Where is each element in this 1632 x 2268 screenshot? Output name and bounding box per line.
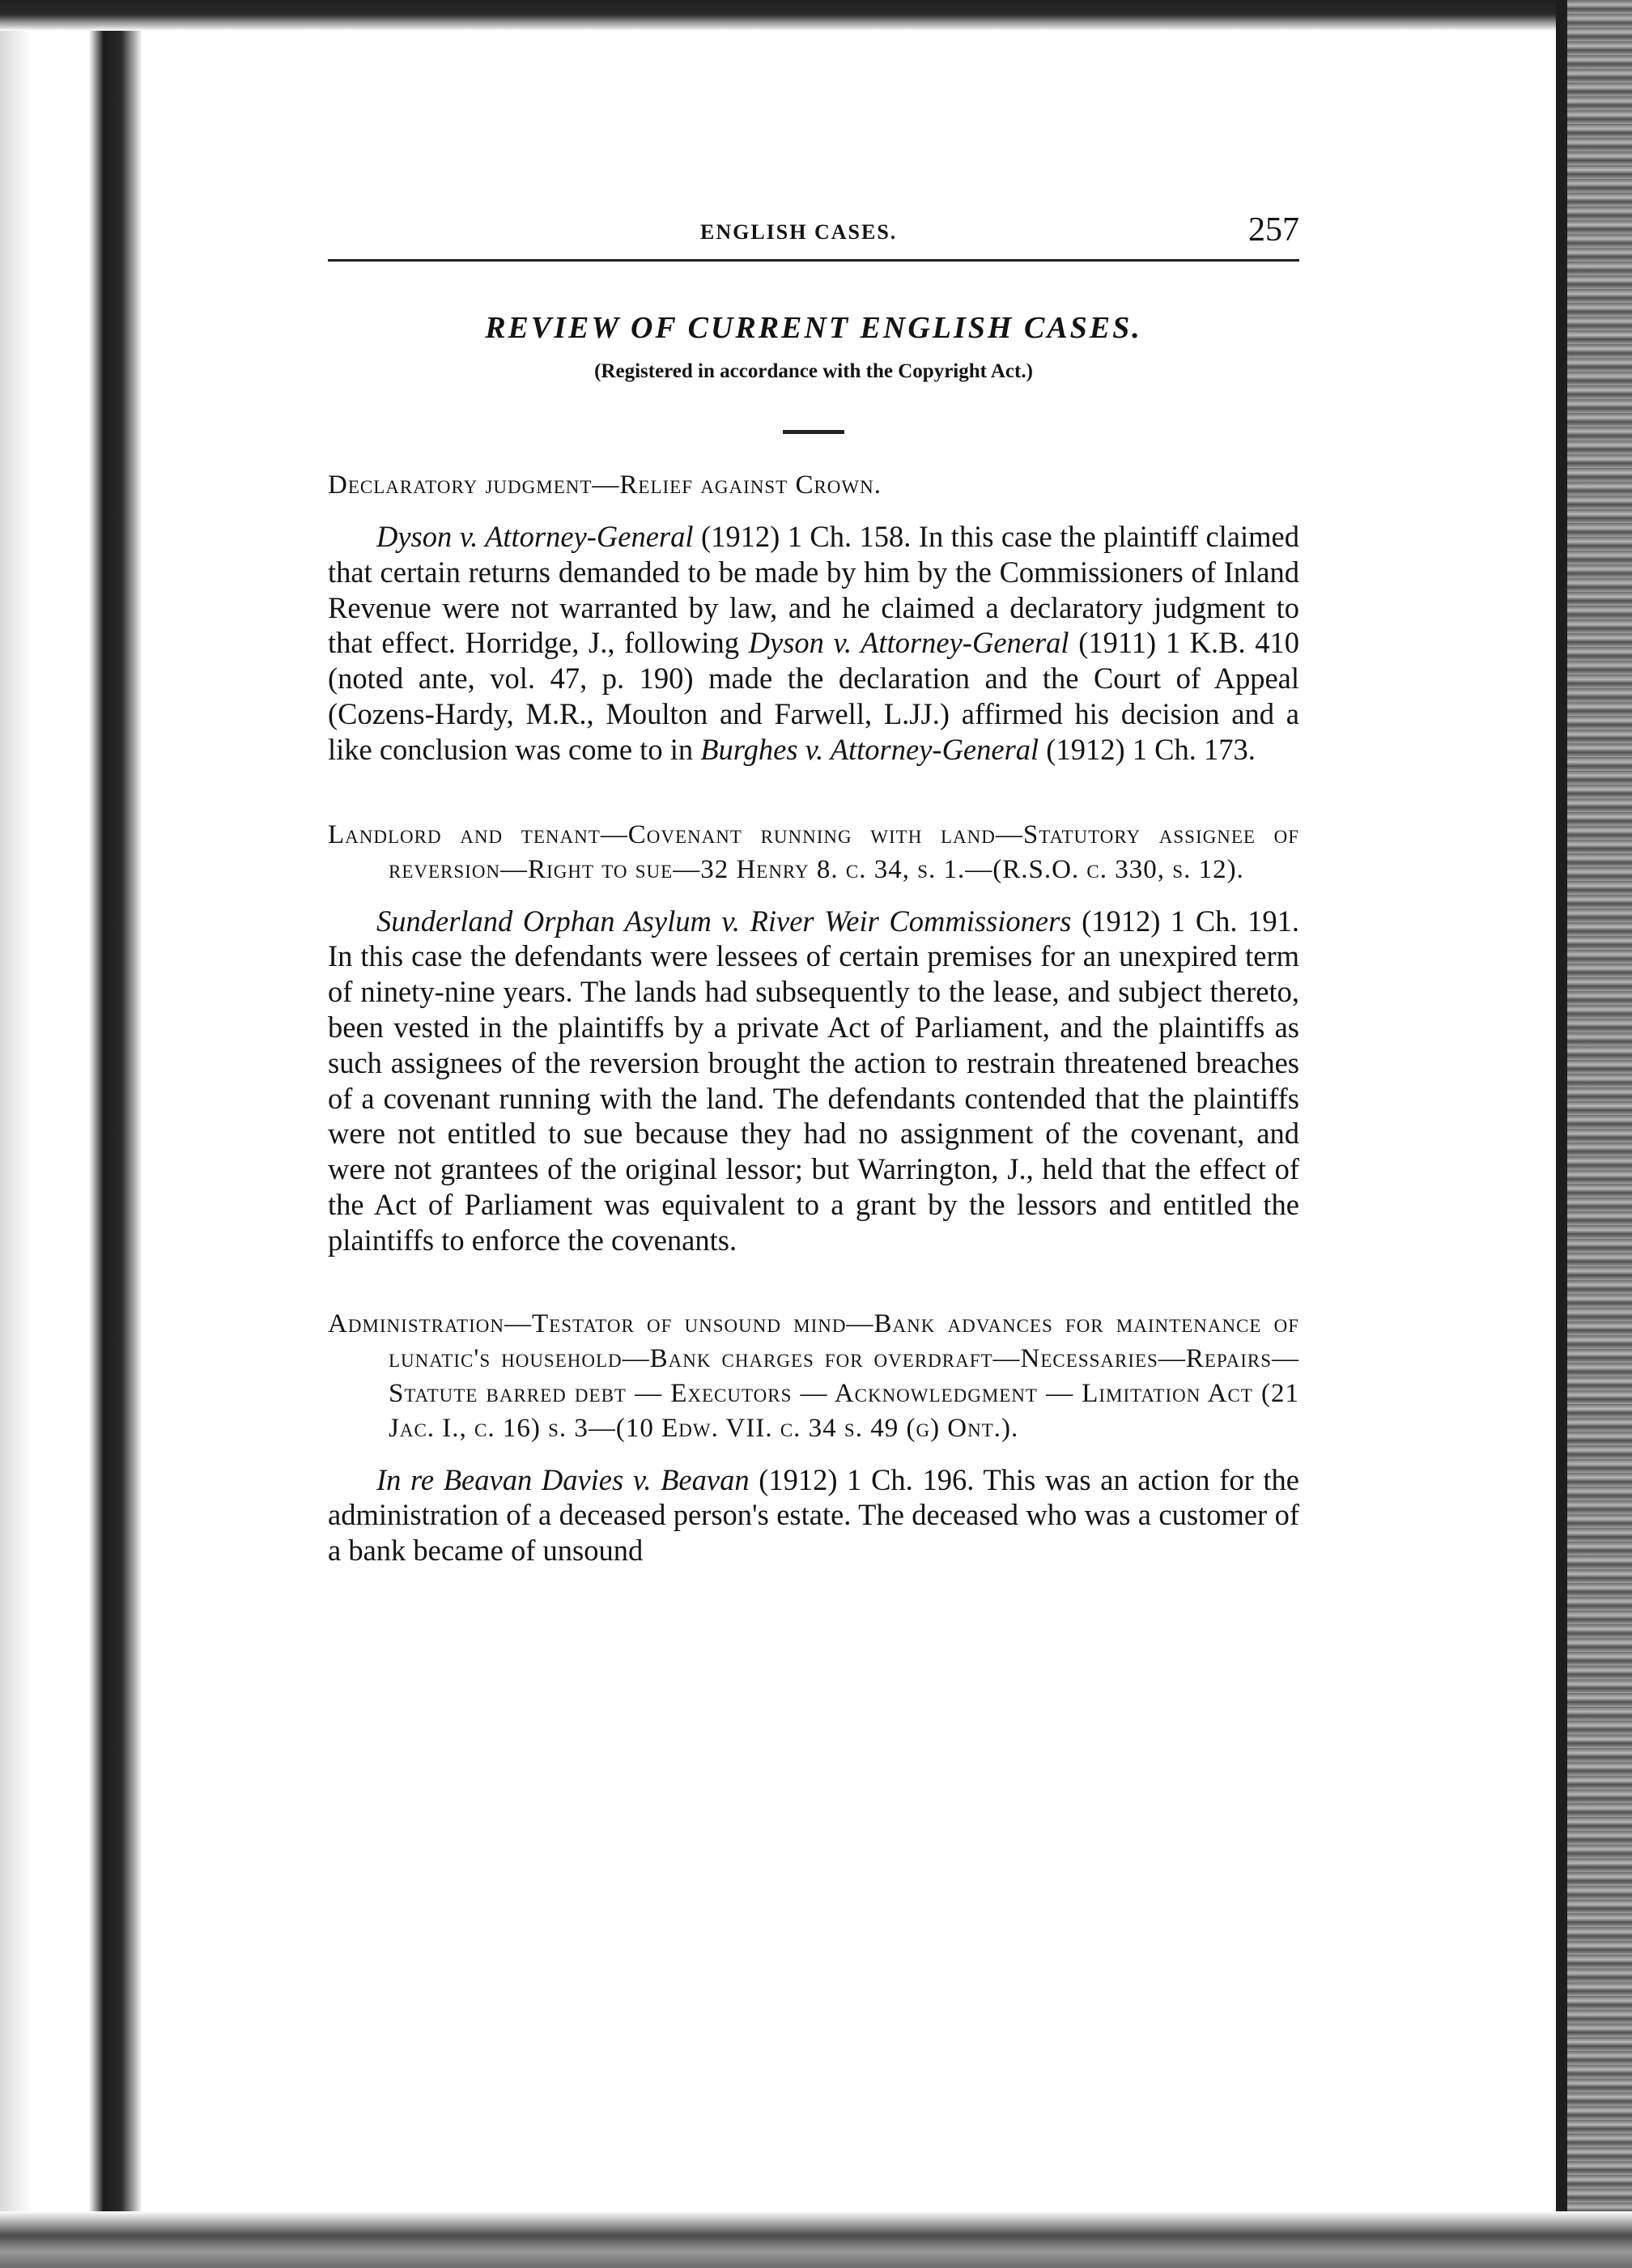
scan-border-bottom [0,2211,1632,2268]
page-number: 257 [1248,211,1299,249]
case-name: In re Beavan Davies v. Beavan [376,1462,750,1496]
scan-border-right [1567,0,1632,2268]
copyright-notice: (Registered in accordance with the Copyright Act.) [594,360,1033,382]
section-paragraph-1: Dyson v. Attorney-General (1912) 1 Ch. 158. In this case the plaintiff claimed that certain returns demanded to be made by him by the Commissioners of Inland Revenue were not warranted by law, and he claimed a declaratory judgment to that effect. Horridge, J., following Dyson v. Attorney-General (1911) 1 K.B. 410 (noted ante, vol. 47, p. 190) made the declaration and the Court of Appeal (Cozens-Hardy, M.R., Moulton and Farwell, L.JJ.) affirmed his decision and a like conclusion was come to in Burghes v. Attorney-General (1912) 1 Ch. 173. [328,520,1299,766]
page [328,211,1299,1598]
section-paragraph-2: Sunderland Orphan Asylum v. River Weir Commissioners (1912) 1 Ch. 191. In this case the defendants were lessees of certain premises for an unexpired term of ninety-nine years. The lands had subsequently to the lease, and subject thereto, been vested in the plaintiffs by a private Act of Parliament, and the plaintiffs as such assignees of the reversion brought the action to restrain threatened breaches of a covenant running with the land. The defendants contended that the plaintiffs were not entitled to sue because they had no assignment of the covenant, and were not grantees of the original lessor; but Warrington, J., held that the effect of the Act of Parliament was equivalent to a grant by the lessors and entitled the plaintiffs to enforce the covenants. [328,904,1299,1257]
case-name: Dyson v. Attorney-General [748,626,1069,660]
section-heading-3: Administration—Testator of unsound mind—Bank advances for maintenance of lunatic's household—Bank charges for overdraft—Necessaries—Repairs—Statute barred debt — Executors — Acknowledgment — Limitation Act (21 Jac. I., c. 16) s. 3—(10 Edw. VII. c. 34 s. 49 (g) Ont.). [328,1308,1299,1443]
section-heading-1: Declaratory judgment—Relief against Crown. [328,470,882,500]
section-paragraph-3: In re Beavan Davies v. Beavan (1912) 1 Ch. 196. This was an action for the administration of a deceased person's estate. The deceased who was a customer of a bank became of unsound [328,1462,1300,1568]
running-head-title: ENGLISH CASES. [700,220,898,244]
scan-border-top [0,0,1632,31]
article-title: REVIEW OF CURRENT ENGLISH CASES. [485,311,1142,345]
section-heading-2: Landlord and tenant—Covenant running with land—Statutory assignee of reversion—Right to sue—32 Henry 8. c. 34, s. 1.—(R.S.O. c. 330, s. 12). [328,819,1299,884]
scan-edge-right [1556,0,1567,2268]
title-rule [783,430,844,434]
running-head [328,211,1299,262]
case-name: Dyson v. Attorney-General [376,520,694,553]
case-name: Sunderland Orphan Asylum v. River Weir Commissioners [376,904,1072,938]
scan-border-left [0,0,146,2268]
case-name: Burghes v. Attorney-General [700,732,1039,766]
